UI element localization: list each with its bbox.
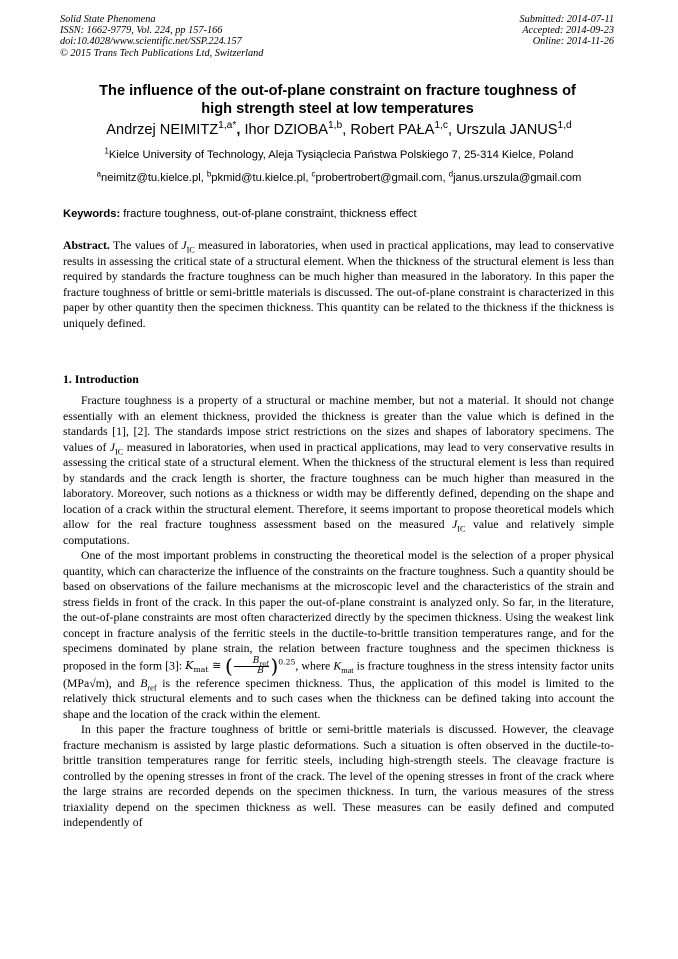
online-date: Online: 2014-11-26	[532, 36, 614, 48]
author-3: Robert PAŁA	[350, 122, 435, 138]
author-emails	[40, 171, 638, 185]
author-list	[40, 121, 638, 139]
affiliation	[40, 148, 638, 162]
affiliation-marker: 1	[104, 146, 109, 156]
email-d: janus.urszula@gmail.com	[453, 172, 582, 184]
symbol-k: K	[333, 658, 342, 672]
paragraph-text: is fracture toughness in the stress intensity factor units (MPa	[63, 658, 615, 690]
eq-exponent: 0.25	[278, 657, 296, 667]
eq-num-b: B	[252, 655, 260, 666]
introduction-text	[63, 393, 614, 831]
journal-info	[60, 14, 263, 59]
paragraph-text: , where	[295, 658, 334, 672]
email-marker: c	[311, 169, 316, 179]
equation	[185, 654, 296, 678]
journal-doi: doi:10.4028/www.scientific.net/SSP.224.157	[60, 36, 242, 48]
symbol-j: J	[451, 517, 458, 531]
author-2-affil: 1,b	[327, 120, 343, 132]
author-1-affil: 1,a*	[218, 120, 237, 132]
symbol-j-sub: IC	[186, 245, 195, 255]
eq-numerator	[234, 657, 270, 667]
eq-den-b: B	[257, 665, 264, 676]
paragraph-text: ), and	[104, 675, 141, 690]
symbol-b: B	[140, 675, 148, 690]
author-4: Urszula JANUS	[456, 122, 558, 138]
paragraph-text: measured in laboratories, when used in practical applications, may lead to very conservative results in assessing the critical state of a structural element. When the thickness of the structural element is less than required by standards and the crack length is shorter, the fracture toughness can be much higher than measured in the laboratory. Moreover, such notions as a thickness or width may be differently defined, depending on the shape and location of a crack within the structural element. Therefore, it seems important to propose theoretical models which allow for the real fracture toughness assessment based on the measured	[63, 439, 614, 531]
email-marker: a	[96, 169, 102, 179]
abstract-label: Abstract.	[63, 238, 110, 252]
paragraph-text: value and relatively simple computations.	[63, 517, 614, 547]
paragraph-text: One of the most important problems in constructing the theoretical model is the selection of a proper physical quantity, which can characterize the influence of the constraints on the fracture toughness. Such a quantity should be based on observations of the failure mechanisms at the microscopic level and the characteristics of the strain and stress fields in front of the crack. In this paper the out-of-plane constraint is analyzed only. So far, in the literature, the out-of-plane constraints are most often characterized directly by the specimen thickness. Using the weakest link concept in fracture analysis of the ferritic steels in the ductile-to-brittle transition temperatures range, and for the specimens dominated by plane strain, the relation between fracture toughness and the specimen thickness is proposed in the form [3]:	[63, 548, 614, 672]
eq-approx: ≅	[208, 659, 225, 672]
author-1: Andrzej NEIMITZ	[106, 122, 219, 138]
paper-title	[60, 83, 615, 118]
eq-fraction	[234, 657, 270, 676]
author-separator: ,	[448, 122, 457, 138]
author-separator: ,	[342, 122, 351, 138]
right-paren: )	[270, 654, 279, 678]
symbol-k-sub: mat	[341, 665, 354, 675]
keywords-text: fracture toughness, out-of-plane constraint, thickness effect	[120, 208, 417, 220]
author-4-affil: 1,d	[557, 120, 572, 132]
paragraph	[63, 393, 614, 548]
symbol-j: J	[181, 238, 187, 252]
affiliation-text: Kielce University of Technology, Aleja Tysiąclecia Państwa Polskiego 7, 25-314 Kielce, Poland	[108, 149, 574, 161]
paragraph-text: is the reference specimen thickness. Thus, the application of this model is limited to the relatively thick structural elements and to such cases when the thickness can be defined taking into account the shape and the location of the crack within the element.	[63, 675, 614, 721]
abstract	[63, 238, 614, 331]
submission-dates	[520, 14, 614, 48]
paragraph-text: Fracture toughness is a property of a structural or machine member, but not a material. It should not change essentially with an element thickness, provided the thickness is greater than the value which is defined in the standards [1], [2]. The standards impose strict restrictions on the sizes and shapes of laboratory specimens. The values of	[63, 393, 614, 454]
eq-num-sub: ref	[259, 660, 269, 668]
paragraph: In this paper the fracture toughness of brittle or semi-brittle materials is discussed. However, the cleavage fracture mechanism is assisted by large plastic deformations. Such a situation is often observed in the ductile-to-brittle transition temperatures range for ferritic steels, including high-strength steels. The cleavage fracture is controlled by the opening stresses in front of the crack. The level of the opening stresses in front of the crack where the large strains are recorded depends on the specimen thickness. In turn, the various measures of the stress triaxiality depend on the specimen thickness as well. These measures can be easily defined and computed independently of	[63, 722, 614, 829]
abstract-text: measured in laboratories, when used in practical applications, may lead to conservative results in assessing the critical state of a structural element. When the thickness of the structural element is less than required by standards the fracture toughness can be much higher than measured in the laboratory. In this paper the fracture toughness of brittle or semi-brittle materials is discussed. The out-of-plane constraint is characterized in this paper by other quantity then the specimen thickness. This quantity can be related to the thickness if the thickness is uniquely defined.	[63, 238, 614, 330]
journal-name: Solid State Phenomena	[60, 14, 156, 25]
email-b: pkmid@tu.kielce.pl,	[211, 172, 312, 184]
title-line-1: The influence of the out-of-plane constraint on fracture toughness of	[99, 83, 576, 99]
sqrt-m: √m	[89, 675, 105, 690]
left-paren: (	[224, 654, 233, 678]
author-3-affil: 1,c	[434, 120, 449, 132]
section-heading: 1. Introduction	[63, 372, 139, 386]
eq-k: K	[185, 659, 194, 672]
email-c: probertrobert@gmail.com,	[315, 172, 449, 184]
keywords	[63, 207, 618, 221]
title-line-2: high strength steel at low temperatures	[201, 100, 474, 117]
eq-k-sub: mat	[193, 665, 209, 675]
email-marker: b	[206, 169, 212, 179]
email-a: neimitz@tu.kielce.pl,	[101, 172, 207, 184]
author-2: Ihor DZIOBA	[244, 122, 328, 138]
symbol-b-sub: ref	[147, 682, 157, 692]
abstract-text: The values of	[109, 238, 182, 252]
submitted-date: Submitted: 2014-07-11	[519, 14, 614, 25]
journal-copyright: © 2015 Trans Tech Publications Ltd, Switzerland	[60, 47, 264, 59]
accepted-date: Accepted: 2014-09-23	[522, 25, 614, 37]
journal-issn: ISSN: 1662-9779, Vol. 224, pp 157-166	[60, 25, 223, 37]
symbol-j-sub: IC	[457, 524, 466, 534]
author-separator: ,	[236, 122, 245, 138]
symbol-j-sub: IC	[115, 446, 124, 456]
email-marker: d	[448, 169, 454, 179]
eq-denominator	[234, 667, 270, 676]
paragraph	[63, 548, 614, 722]
keywords-label: Keywords:	[63, 208, 121, 220]
symbol-j: J	[109, 439, 116, 454]
